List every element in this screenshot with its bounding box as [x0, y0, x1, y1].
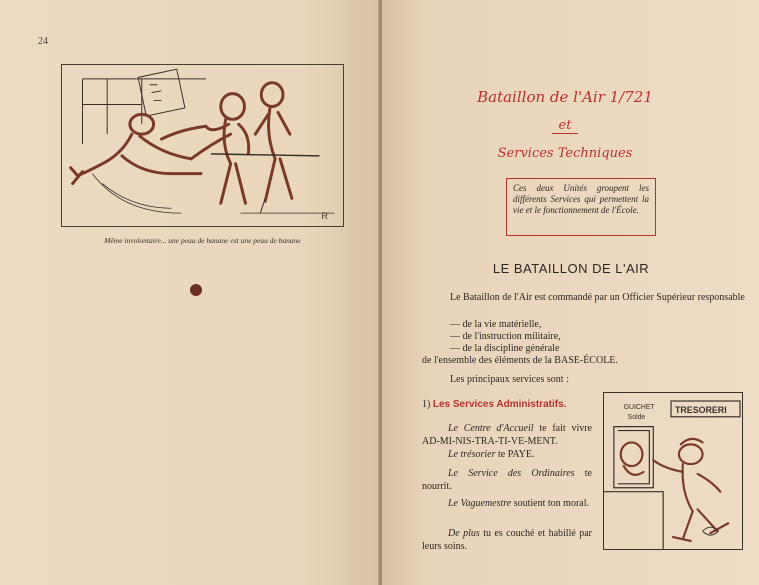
section-heading: LE BATAILLON DE L'AIR: [492, 261, 650, 276]
text-ordinaires: [422, 467, 592, 493]
centre-accueil-text: te fait vivre AD-MI-NIS-TRA-TI-VE-MENT.: [422, 423, 592, 447]
bullet-instruction: — de l'instruction militaire,: [450, 331, 561, 342]
intro-box: Ces deux Unités groupent les différents Services qui permettent la vie et le fonctionnement de l'École.: [506, 178, 656, 236]
subhead-number: 1): [422, 399, 431, 410]
bullet-vie-materielle: — de la vie matérielle,: [450, 319, 542, 330]
text-centre-accueil: [422, 422, 592, 448]
centre-accueil-label: Le Centre d'Accueil: [448, 423, 534, 434]
title-bataillon: Bataillon de l'Air 1/721: [477, 88, 653, 106]
title-et: et: [540, 118, 590, 134]
cartoon-drawing: [62, 65, 343, 226]
de-plus-label: De plus: [448, 528, 480, 539]
paragraph-principaux: Les principaux services sont :: [450, 374, 569, 385]
paragraph-base-ecole: de l'ensemble des éléments de la BASE-ÉCOLE.: [422, 355, 618, 366]
ordinaires-label: Le Service des Ordinaires: [448, 468, 575, 479]
subhead-label: Les Services Administratifs.: [432, 399, 567, 410]
illustration-signature: R: [321, 211, 328, 222]
text-tresorier: [422, 448, 592, 461]
solde-label: Solde: [627, 413, 646, 421]
tresorerie-illustration: [603, 392, 743, 550]
banana-peel-illustration: [61, 64, 344, 227]
vaguemestre-label: Le Vaguemestre: [448, 498, 512, 509]
title-services-techniques: Services Techniques: [497, 146, 633, 161]
page-number: 24: [38, 36, 48, 47]
subhead-services-administratifs: [422, 399, 566, 410]
text-de-plus: [422, 527, 592, 553]
bullet-discipline: — de la discipline générale: [450, 343, 560, 354]
tresorier-text: te PAYE.: [495, 449, 535, 460]
paragraph-command: Le Bataillon de l'Air est commandé par un Officier Supérieur responsable: [450, 292, 745, 303]
punch-hole: [190, 284, 202, 296]
vaguemestre-text: soutient ton moral.: [511, 498, 590, 509]
guichet-label: GUICHET: [623, 403, 655, 411]
ordinaires-text: te nourrit.: [422, 468, 592, 492]
text-vaguemestre: [422, 497, 592, 510]
tresorerie-drawing: [604, 393, 742, 549]
de-plus-text: tu es couché et habillé par leurs soins.: [422, 528, 592, 552]
tresorerie-label: TRESORERI: [674, 404, 727, 415]
tresorier-label: Le trésorier: [448, 449, 496, 460]
illustration-caption: Même involontaire... une peau de banane est une peau de banane: [104, 236, 301, 245]
